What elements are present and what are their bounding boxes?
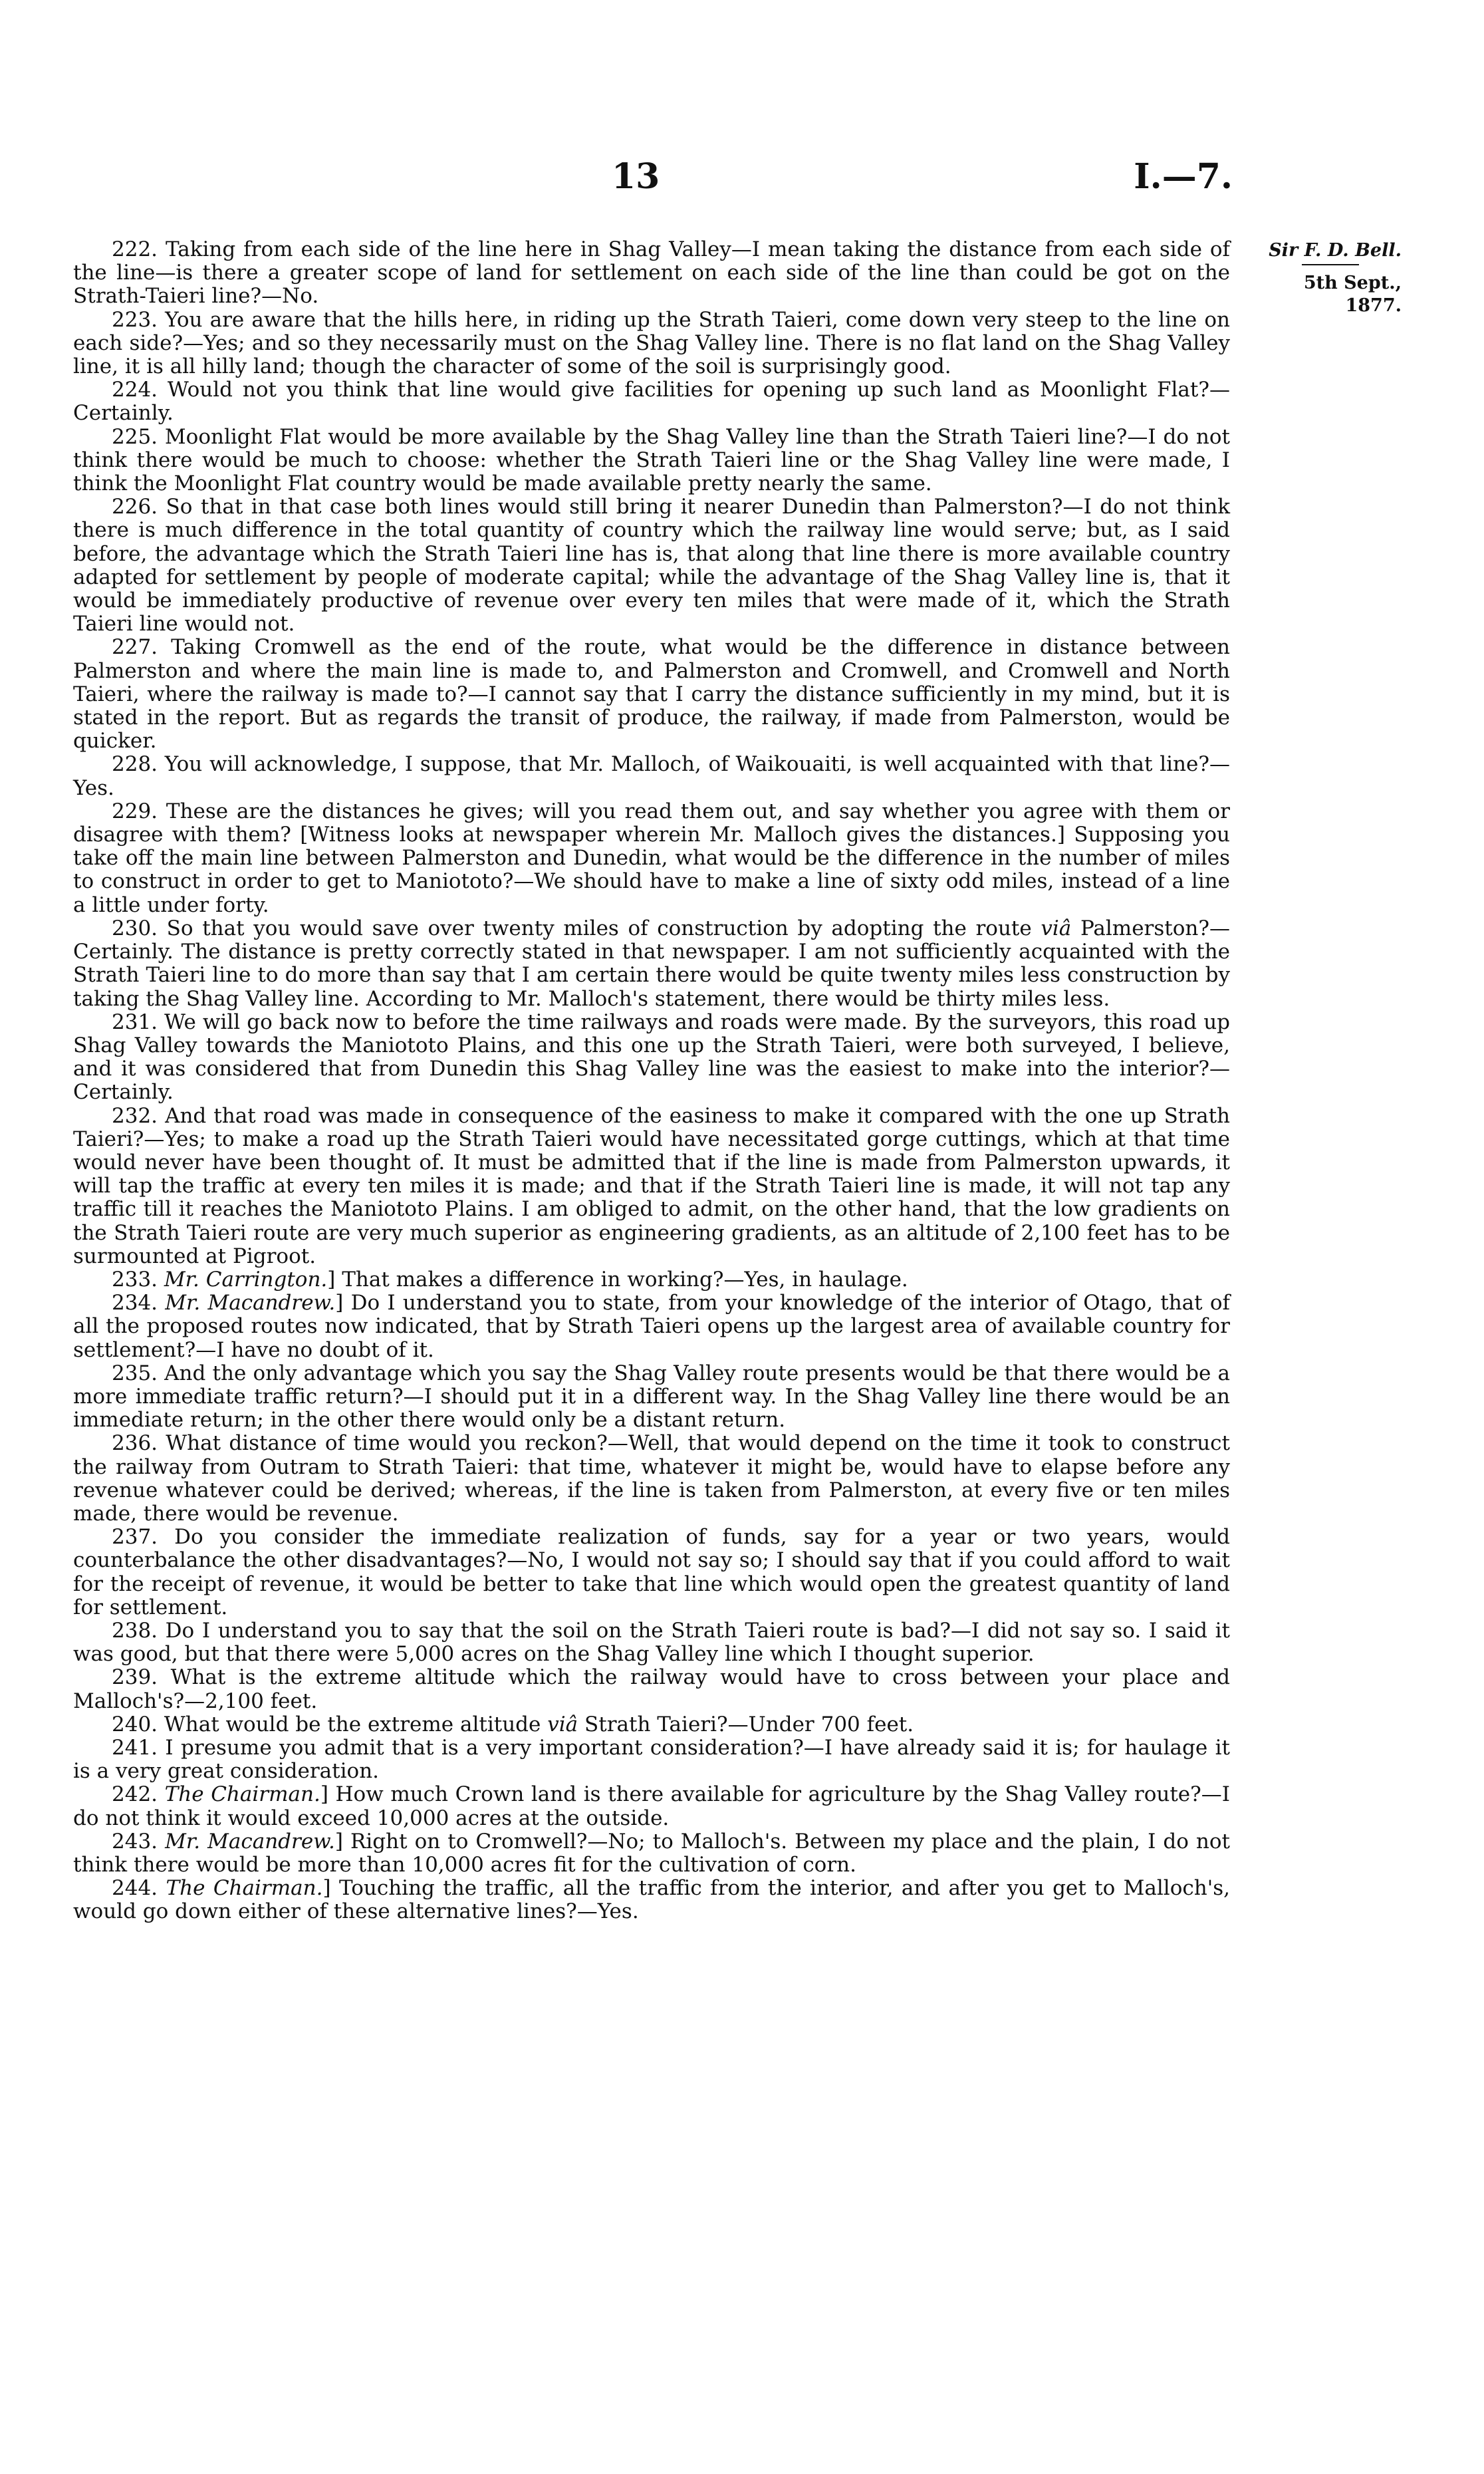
- paragraph-number: 244.: [112, 1876, 166, 1901]
- document-code: I.—7.: [1134, 156, 1233, 197]
- paragraph-232: 232. And that road was made in consequence of the easiness to make it compared with the one up Strath Taieri?—Yes; to make a road up the Strath Taieri would have necessitated gorge cuttings, which at that time would never have been thought of. It must be admitted that if the line is made from Palmerston upwards, it will tap the traffic at every ten miles it is made; and that if the Strath Taieri line is made, it will not tap any traffic till it reaches the Maniototo Plains. I am obliged to admit, on the other hand, that the low gradients on the Strath Taieri route are very much superior as engineering gradients, as an altitude of 2,100 feet has to be surmounted at Pigroot.: [73, 1103, 1230, 1268]
- paragraph-227: 227. Taking Cromwell as the end of the route, what would be the difference in distance between Palmerston and where the main line is made to, and Palmerston and Cromwell, and Cromwell and North Taieri, where the railway is made to?—I cannot say that I carry the distance sufficiently in my mind, but it is stated in the report. But as regards the transit of produce, the railway, if made from Palmerston, would be quicker.: [73, 635, 1230, 754]
- paragraph-text: ] Do I understand you to state, from your knowledge of the interior of Otago, that of all the proposed routes now indicated, that by Strath Taieri opens up the largest area of available country for settlement?—I have no doubt of it.: [73, 1291, 1230, 1362]
- evidence-date: 5th Sept., 1877.: [1303, 273, 1402, 316]
- page-number: 13: [612, 156, 660, 197]
- paragraph-text: 230. So that you would save over twenty miles of construction by adopting the route: [112, 916, 1041, 940]
- paragraph-233: [73, 1268, 1230, 1292]
- paragraph-240: [73, 1713, 1230, 1736]
- speaker-name: Mr. Macandrew.: [165, 1829, 335, 1854]
- paragraph-text: ] Touching the traffic, all the traffic from the interior, and after you get to Malloch's, would go down either of these alternative lines?—Yes.: [73, 1876, 1230, 1924]
- paragraph-229: 229. These are the distances he gives; will you read them out, and say whether you agree with them or disagree with them? [Witness looks at newspaper wherein Mr. Malloch gives the distances.] Supposing you take off the main line between Palmerston and Dunedin, what would be the difference in the number of miles to construct in order to get to Maniototo?—We should have to make a line of sixty odd miles, instead of a line a little under forty.: [73, 799, 1230, 917]
- paragraph-number: 234.: [112, 1291, 166, 1315]
- paragraph-236: 236. What distance of time would you reckon?—Well, that would depend on the time it took to construct the railway from Outram to Strath Taieri: that time, whatever it might be, would have to elapse before any revenue whatever could be derived; whereas, if the line is taken from Palmerston, at every five or ten miles made, there would be revenue.: [73, 1431, 1230, 1526]
- italic-word: viâ: [547, 1712, 578, 1736]
- evidence-body: [73, 238, 1230, 1924]
- paragraph-239: 239. What is the extreme altitude which the railway would have to cross between your place and Malloch's?—2,100 feet.: [73, 1665, 1230, 1713]
- speaker-name: Mr. Carrington.: [164, 1267, 328, 1292]
- paragraph-237: 237. Do you consider the immediate realization of funds, say for a year or two years, would counterbalance the other disadvantages?—No, I would not say so; I should say that if you could afford to wait for the receipt of revenue, it would be better to take that line which would open the greatest quantity of land for settlement.: [73, 1525, 1230, 1619]
- paragraph-text: Palmerston?—Certainly. The distance is pretty correctly stated in that newspaper. I am not sufficiently acquainted with the Strath Taieri line to do more than say that I am certain there would be quite twenty miles less construction by taking the Shag Valley line. According to Mr. Malloch's statement, there would be thirty miles less.: [73, 916, 1230, 1011]
- paragraph-228: 228. You will acknowledge, I suppose, that Mr. Malloch, of Waikouaiti, is well acquainted with that line?—Yes.: [73, 752, 1230, 800]
- paragraph-244: [73, 1877, 1230, 1923]
- speaker-name: The Chairman.: [164, 1782, 320, 1807]
- paragraph-226: 226. So that in that case both lines would still bring it nearer Dunedin than Palmerston?—I do not think there is much difference in the total quantity of country which the railway line would serve; but, as I said before, the advantage which the Strath Taieri line has is, that along that line there is more available country adapted for settlement by people of moderate capital; while the advantage of the Shag Valley line is, that it would be immediately productive of revenue over every ten miles that were made of it, which the Strath Taieri line would not.: [73, 495, 1230, 636]
- paragraph-text: ] That makes a difference in working?—Yes, in haulage.: [327, 1267, 908, 1292]
- speaker-name: Mr. Macandrew.: [165, 1291, 336, 1315]
- paragraph-230: [73, 917, 1230, 1011]
- witness-name: Sir F. D. Bell.: [1269, 240, 1402, 261]
- paragraph-238: 238. Do I understand you to say that the soil on the Strath Taieri route is bad?—I did not say so. I said it was good, but that there were 5,000 acres on the Shag Valley line which I thought superior.: [73, 1618, 1230, 1667]
- paragraph-number: 242.: [112, 1782, 165, 1807]
- paragraph-242: [73, 1783, 1230, 1830]
- paragraph-number: 243.: [112, 1829, 166, 1854]
- paragraph-223: 223. You are aware that the hills here, in riding up the Strath Taieri, come down very steep to the line on each side?—Yes; and so they necessarily must on the Shag Valley line. There is no flat land on the Shag Valley line, it is all hilly land; though the character of some of the soil is surprisingly good.: [73, 307, 1230, 379]
- paragraph-225: 225. Moonlight Flat would be more available by the Shag Valley line than the Strath Taieri line?—I do not think there would be much to choose: whether the Strath Taieri line or the Shag Valley line were made, I think the Moonlight Flat country would be made available pretty nearly the same.: [73, 424, 1230, 496]
- paragraph-243: [73, 1830, 1230, 1877]
- paragraph-222: 222. Taking from each side of the line here in Shag Valley—I mean taking the distance from each side of the line—is there a greater scope of land for settlement on each side of the line than could be got on the Strath-Taieri line?—No.: [73, 237, 1230, 309]
- paragraph-241: 241. I presume you admit that is a very important consideration?—I have already said it is; for haulage it is a very great consideration.: [73, 1736, 1230, 1784]
- speaker-name: The Chairman.: [166, 1876, 323, 1901]
- paragraph-text: ] How much Crown land is there available for agriculture by the Shag Valley route?—I do not think it would exceed 10,000 acres at the outside.: [73, 1782, 1230, 1830]
- paragraph-number: 233.: [112, 1267, 164, 1292]
- paragraph-text: 240. What would be the extreme altitude: [112, 1712, 548, 1736]
- paragraph-text: ] Right on to Cromwell?—No; to Malloch's. Between my place and the plain, I do not think there would be more than 10,000 acres fit for the cultivation of corn.: [73, 1829, 1230, 1877]
- paragraph-231: 231. We will go back now to before the time railways and roads were made. By the surveyors, this road up Shag Valley towards the Maniototo Plains, and this one up the Strath Taieri, were both surveyed, I believe, and it was considered that from Dunedin this Shag Valley line was the easiest to make into the interior?—Certainly.: [73, 1010, 1230, 1105]
- paragraph-234: [73, 1292, 1230, 1362]
- italic-word: viâ: [1041, 916, 1072, 940]
- paragraph-text: Strath Taieri?—Under 700 feet.: [578, 1712, 914, 1736]
- margin-rule: [1302, 264, 1359, 265]
- margin-note: [1249, 239, 1402, 317]
- paragraph-224: 224. Would not you think that line would give facilities for opening up such land as Moonlight Flat?—Certainly.: [73, 378, 1230, 426]
- paragraph-235: 235. And the only advantage which you say the Shag Valley route presents would be that there would be a more immediate traffic return?—I should put it in a different way. In the Shag Valley line there would be an immediate return; in the other there would only be a distant return.: [73, 1361, 1230, 1433]
